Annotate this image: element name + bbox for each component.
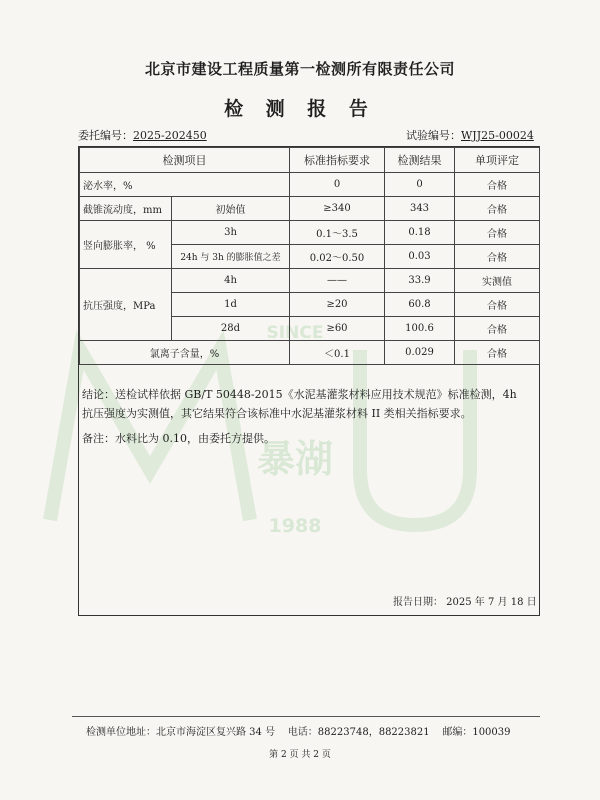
footer-phone: 电话：88223748，88223821 — [287, 727, 430, 738]
eval-chloride: 合格 — [455, 341, 540, 365]
remark: 备注：水料比为 0.10，由委托方提供。 — [82, 432, 275, 445]
req-expansion-3h: 0.1～3.5 — [290, 221, 385, 245]
req-strength-28d: ≥60 — [290, 317, 385, 341]
result-bleed: 0 — [385, 173, 455, 197]
footer-address: 检测单位地址：北京市海淀区复兴路 34 号 — [86, 727, 276, 738]
sub-strength-1d: 1d — [172, 293, 290, 317]
result-strength-28d: 100.6 — [385, 317, 455, 341]
item-bleed: 泌水率，% — [80, 173, 290, 197]
table-row — [80, 269, 540, 293]
watermark-brand: 暴湖 — [256, 437, 334, 481]
result-flow: 343 — [385, 197, 455, 221]
table-header-row — [80, 148, 540, 173]
sub-flow: 初始值 — [172, 197, 290, 221]
req-chloride: ＜0.1 — [290, 341, 385, 365]
test-label: 试验编号： — [406, 129, 461, 142]
header-item: 检测项目 — [80, 148, 290, 173]
result-expansion-3h: 0.18 — [385, 221, 455, 245]
req-expansion-diff: 0.02～0.50 — [290, 245, 385, 269]
conclusion — [82, 385, 538, 423]
item-flow: 截锥流动度，mm — [80, 197, 172, 221]
table-row — [80, 341, 540, 365]
req-bleed: 0 — [290, 173, 385, 197]
sub-expansion-3h: 3h — [172, 221, 290, 245]
entrust-label: 委托编号： — [78, 129, 133, 142]
req-flow: ≥340 — [290, 197, 385, 221]
company-name: 北京市建设工程质量第一检测所有限责任公司 — [144, 60, 455, 78]
eval-strength-4h: 实测值 — [455, 269, 540, 293]
sub-expansion-diff: 24h 与 3h 的膨胀值之差 — [172, 245, 290, 269]
result-chloride: 0.029 — [385, 341, 455, 365]
test-number-field — [406, 127, 534, 143]
header-evaluation: 单项评定 — [455, 148, 540, 173]
eval-expansion-3h: 合格 — [455, 221, 540, 245]
table-row — [80, 197, 540, 221]
footer-postcode: 邮编：100039 — [442, 727, 511, 738]
sub-strength-4h: 4h — [172, 269, 290, 293]
page-number: 第 2 页 共 2 页 — [269, 750, 331, 760]
footer-divider — [72, 716, 540, 717]
entrust-number-field — [78, 127, 207, 143]
result-strength-4h: 33.9 — [385, 269, 455, 293]
watermark-since: SINCE — [266, 323, 324, 343]
header-result: 检测结果 — [385, 148, 455, 173]
report-frame — [78, 146, 540, 616]
test-number: WJJ25-00024 — [461, 129, 534, 142]
eval-flow: 合格 — [455, 197, 540, 221]
item-expansion: 竖向膨胀率， % — [80, 221, 172, 269]
watermark-year: 1988 — [268, 515, 322, 537]
results-table — [79, 147, 540, 365]
conclusion-line-2: 抗压强度为实测值，其它结果符合该标准中水泥基灌浆材料 II 类相关指标要求。 — [82, 407, 472, 420]
eval-expansion-diff: 合格 — [455, 245, 540, 269]
req-strength-4h: —— — [290, 269, 385, 293]
footer — [86, 723, 511, 738]
result-strength-1d: 60.8 — [385, 293, 455, 317]
eval-bleed: 合格 — [455, 173, 540, 197]
entrust-number: 2025-202450 — [133, 129, 207, 142]
item-chloride: 氯离子含量，% — [80, 341, 290, 365]
conclusion-line-1: 结论：送检试样依据 GB/T 50448-2015《水泥基灌浆材料应用技术规范》标准检测，4h — [82, 388, 517, 401]
report-title: 检 测 报 告 — [224, 98, 376, 120]
header-requirement: 标准指标要求 — [290, 148, 385, 173]
item-strength: 抗压强度，MPa — [80, 269, 172, 341]
eval-strength-1d: 合格 — [455, 293, 540, 317]
eval-strength-28d: 合格 — [455, 317, 540, 341]
report-date: 报告日期： 2025 年 7 月 18 日 — [393, 597, 537, 608]
table-row — [80, 221, 540, 245]
sub-strength-28d: 28d — [172, 317, 290, 341]
table-row — [80, 173, 540, 197]
req-strength-1d: ≥20 — [290, 293, 385, 317]
result-expansion-diff: 0.03 — [385, 245, 455, 269]
